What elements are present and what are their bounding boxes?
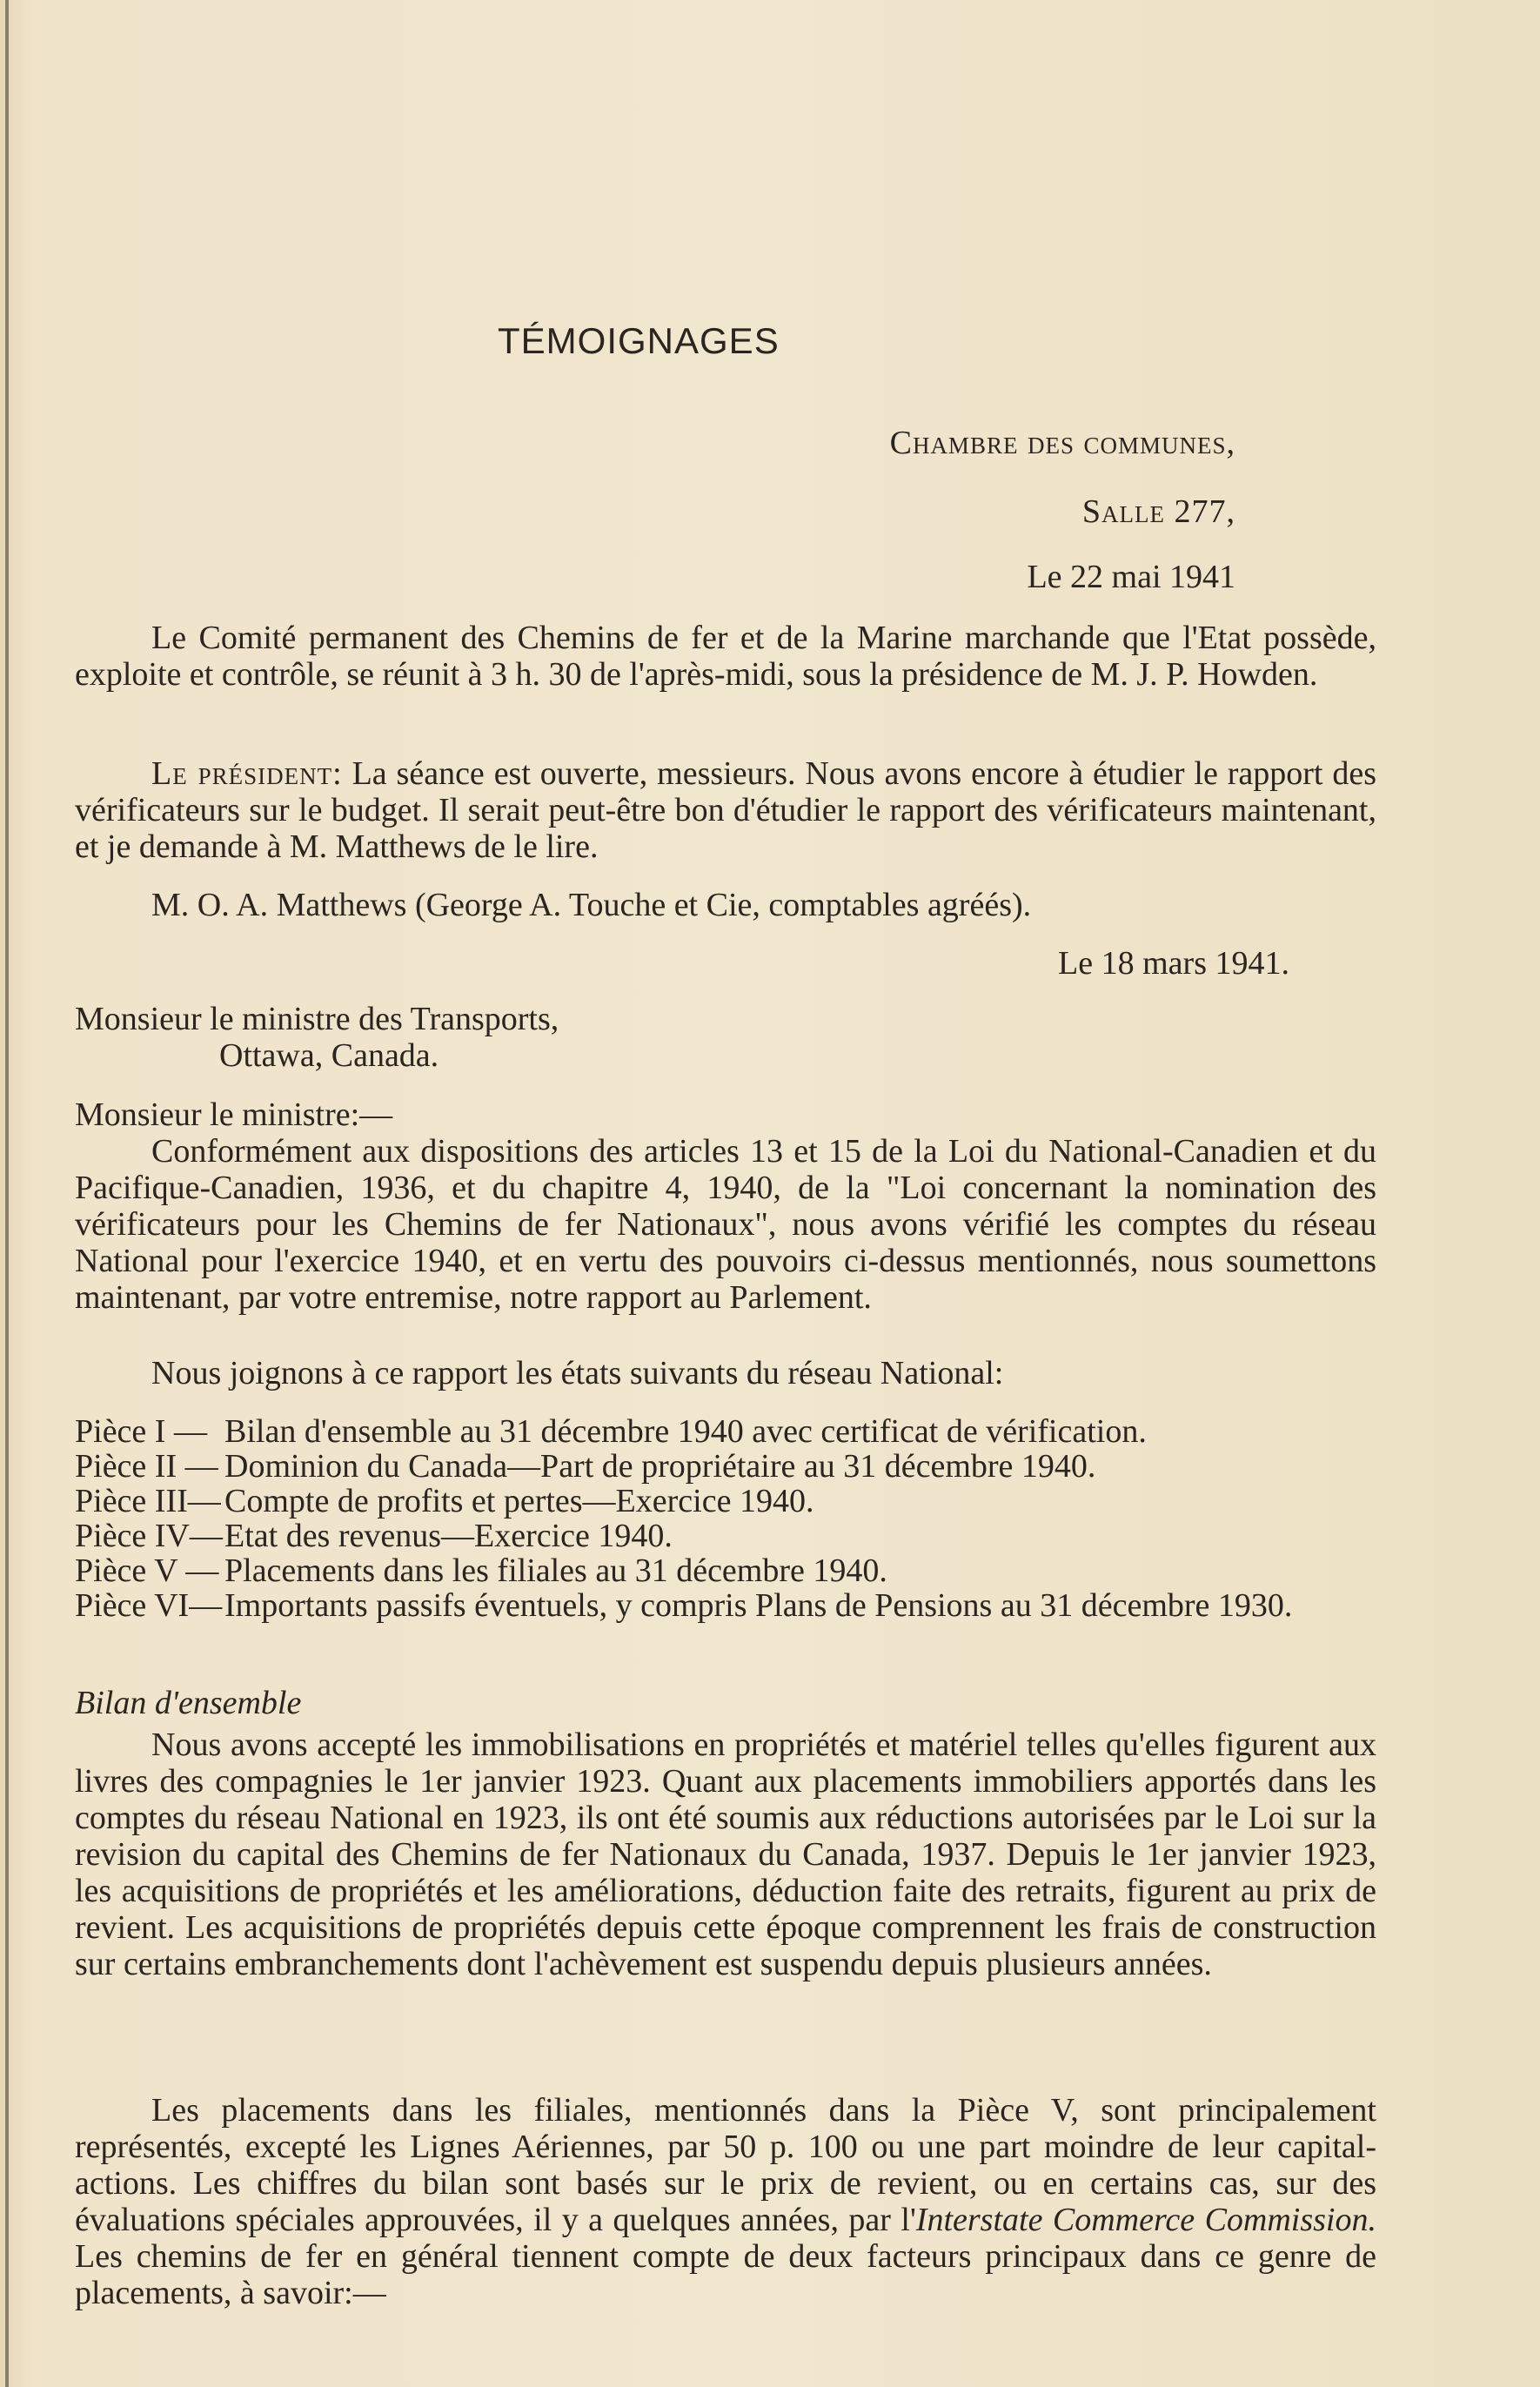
speaker-label: Le président: [151,755,343,792]
piece-label: Pièce III— [75,1483,221,1519]
witness-line: M. O. A. Matthews (George A. Touche et Cie, comptables agréés). [151,887,1032,923]
piece-text: Dominion du Canada—Part de propriétaire au 31 décembre 1940. [224,1448,1096,1485]
letter-paragraph-2: Nous joignons à ce rapport les états suivants du réseau National: [151,1355,1004,1391]
letter-date: Le 18 mars 1941. [1058,945,1289,982]
piece-text: Importants passifs éventuels, y compris Plans de Pensions au 31 décembre 1930. [224,1587,1293,1624]
letter-salutation: Monsieur le ministre:— [75,1096,393,1133]
letter-address-1: Monsieur le ministre des Transports, [75,1001,559,1037]
piece-text: Compte de profits et pertes—Exercice 1940. [224,1483,814,1519]
place-line-2: Salle 277, [1081,493,1235,530]
place-line-1: Chambre des communes, [889,425,1235,461]
page-edge [5,0,9,2387]
section-heading: Bilan d'ensemble [75,1685,302,1721]
intro-paragraph: Le Comité permanent des Chemins de fer et de la Marine marchande que l'Etat possède, exploite et contrôle, se réunit à 3 h. 30 de l'après-midi, sous la présidence de M. J. P. Howden. [75,620,1376,693]
section-paragraph-1: Nous avons accepté les immobilisations en propriétés et matériel telles qu'elles figurent aux livres des compagnies le 1er janvier 1923. Quant aux placements immobiliers apportés dans les comptes du réseau National en 1923, ils ont été soumis aux réductions autorisées par le Loi sur la revision du capital des Chemins de fer Nationaux du Canada, 1937. Depuis le 1er janvier 1923, les acquisitions de propriétés et les améliorations, déduction faite des retraits, figurent au prix de revient. Les acquisitions de propriétés depuis cette époque comprennent les frais de construction sur certains embranchements dont l'achèvement est suspendu depuis plusieurs années. [75,1727,1376,1982]
piece-label: Pièce I — [75,1413,207,1450]
piece-text: Placements dans les filiales au 31 décembre 1940. [224,1552,887,1589]
piece-label: Pièce VI— [75,1587,223,1624]
section-paragraph-2-start: Les placements dans les filiales, mentionnés dans la Pièce V, sont principalement représentés, excepté les Lignes Aériennes, par 50 p. 100 ou une part moindre de leur capital-actions. Les chiffres du bilan sont basés sur le prix de revient, ou en certains cas, sur des évaluations spéciales approuvées, il y a quelques années, par l' [75,2092,1376,2238]
letter-paragraph-1: Conformément aux dispositions des articles 13 et 15 de la Loi du National-Canadien et du Pacifique-Canadien, 1936, et du chapitre 4, 1940, de la "Loi concernant la nomination des vérificateurs pour les Chemins de fer Nationaux", nous avons vérifié les comptes du réseau National pour l'exercice 1940, et en vertu des pouvoirs ci-dessus mentionnés, nous soumettons maintenant, par votre entremise, notre rapport au Parlement. [75,1133,1376,1316]
header-date: Le 22 mai 1941 [1027,559,1235,595]
section-paragraph-2 [75,2092,1376,2311]
president-text: La séance est ouverte, messieurs. Nous avons encore à étudier le rapport des vérificateurs sur le budget. Il serait peut-être bon d'étudier le rapport des vérificateurs maintenant, et je demande à M. Matthews de le lire. [75,755,1376,865]
letter-address-2: Ottawa, Canada. [219,1037,439,1074]
piece-text: Etat des revenus—Exercice 1940. [224,1518,673,1554]
piece-text: Bilan d'ensemble au 31 décembre 1940 avec certificat de vérification. [224,1413,1147,1450]
piece-label: Pièce V — [75,1552,219,1589]
piece-label: Pièce IV— [75,1518,223,1554]
section-paragraph-2-end: Les chemins de fer en général tiennent compte de deux facteurs principaux dans ce genre de placements, à savoir:— [75,2238,1376,2311]
section-paragraph-2-italic: Interstate Commerce Commission. [915,2202,1376,2238]
president-paragraph [75,755,1376,865]
document-title: TÉMOIGNAGES [498,320,780,361]
piece-label: Pièce II — [75,1448,218,1485]
